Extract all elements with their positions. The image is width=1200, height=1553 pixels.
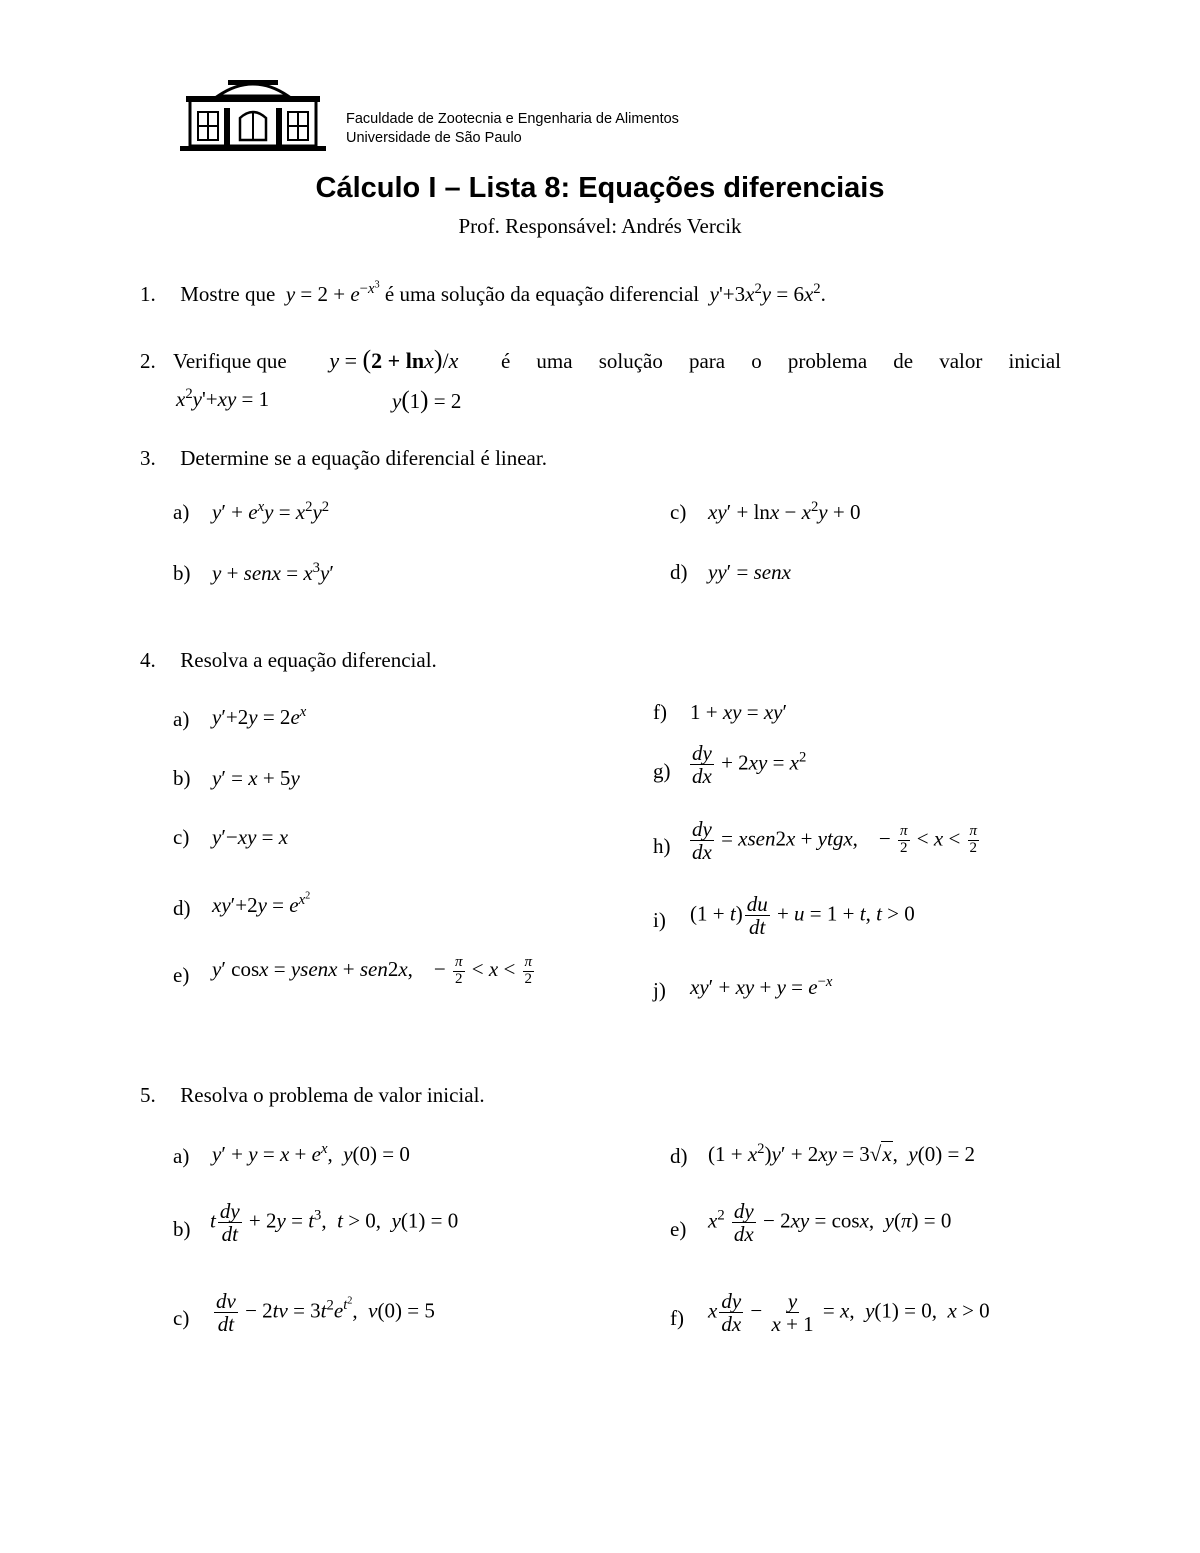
item-label: b) — [173, 561, 191, 585]
question-text: é uma solução da equação diferencial — [384, 282, 700, 306]
math-expression: y + senx = $x^3y'$ — [212, 559, 334, 585]
question-1 — [140, 279, 826, 307]
math-expression: y′−xy = x — [212, 825, 289, 849]
item-label: c) — [173, 825, 190, 849]
question-3 — [140, 446, 547, 471]
professor-line: Prof. Responsável: Andrés Vercik — [458, 214, 742, 238]
math-expression: $(1 + x^2)y' + 2xy = 3√x$, y(0) = 2 — [708, 1140, 976, 1166]
math-expression: $y' + e^xy = x^2y^2$ — [212, 498, 330, 524]
institution-logo — [178, 70, 328, 152]
item-label: a) — [173, 1144, 190, 1168]
question-number: 3. — [140, 446, 156, 470]
page-title: Cálculo I – Lista 8: Equações diferenciais — [315, 172, 885, 204]
punctuation: . — [820, 282, 826, 306]
question-text: Verifique que — [173, 349, 287, 373]
item-label: c) — [670, 500, 687, 524]
item-label: j) — [653, 978, 666, 1002]
math-expression: y′ = x + 5y — [212, 766, 300, 790]
item-label: d) — [670, 1144, 688, 1168]
math-expression: $xy'+2y = e^{x^2}$ — [212, 890, 311, 917]
item-label: f) — [653, 700, 667, 724]
item-label: i) — [653, 908, 666, 932]
question-number: 1. — [140, 282, 156, 306]
math-expression: $y'+3x^2y = 6x^2$ — [709, 280, 821, 306]
item-label: a) — [173, 707, 190, 731]
math-expression: $\frac{dy}{dx}$ = xsen2x + ytgx, − $\frac{\pi}{2}$ < x < $\frac{\pi}{2}$ — [692, 817, 978, 865]
math-expression: $xy' + \ln x - x^2y + 0$ — [708, 498, 861, 524]
math-expression: y = (2 + lnx)/x — [329, 345, 459, 374]
question-text: Mostre que — [180, 282, 276, 306]
question-4 — [140, 648, 437, 673]
item-label: g) — [653, 759, 671, 783]
item-label: a) — [173, 500, 190, 524]
math-expression: (1 + t) $\frac{du}{dt}$ + u = 1 + t, t > 0 — [690, 892, 915, 940]
question-text: Resolva o problema de valor inicial. — [180, 1083, 485, 1107]
item-label: d) — [670, 560, 688, 584]
question-number: 5. — [140, 1083, 156, 1107]
item-label: f) — [670, 1306, 684, 1330]
item-label: d) — [173, 896, 191, 920]
math-expression: $y'+2y = 2e^x$ — [212, 703, 307, 729]
institution-line2: Universidade de São Paulo — [346, 130, 522, 146]
math-expression: $y' + y = x + e^x$, y(0) = 0 — [212, 1140, 410, 1166]
item-label: e) — [670, 1217, 687, 1241]
question-text: Resolva a equação diferencial. — [180, 648, 437, 672]
math-expression: $x^2y'+xy = 1$ — [176, 385, 270, 411]
math-expression: $\frac{dy}{dx}$ + $2xy = x^2$ — [692, 741, 807, 789]
math-expression: yy′ = senx — [708, 560, 791, 584]
question-5 — [140, 1083, 485, 1108]
math-expression: t $\frac{dy}{dt}$ + $2y = t^3$, t > 0, y(1) = 0 — [210, 1199, 459, 1247]
item-label: b) — [173, 766, 191, 790]
item-label: e) — [173, 963, 190, 987]
question-2-text — [173, 345, 1061, 375]
item-label: b) — [173, 1217, 191, 1241]
math-expression: $x^2$ $\frac{dy}{dx}$ − 2xy = cosx, y(π) = 0 — [708, 1199, 952, 1247]
question-number: 4. — [140, 648, 156, 672]
math-expression: 1 + xy = xy′ — [690, 700, 788, 724]
math-expression: x $\frac{dy}{dx}$ − $\frac{y}{x + 1}$ = x, y(1) = 0, x > 0 — [708, 1289, 990, 1337]
institution-line1: Faculdade de Zootecnia e Engenharia de Alimentos — [346, 111, 679, 127]
item-label: h) — [653, 834, 671, 858]
math-expression: xy′ + xy + $y = e^{-x}$ — [690, 973, 833, 999]
math-expression: $\frac{dv}{dt}$ − $2tv = 3t^2e^{t^2}$, v(0) = 5 — [216, 1289, 435, 1337]
math-expression: y(1) = 2 — [392, 387, 462, 414]
item-label: c) — [173, 1306, 190, 1330]
math-expression: $y = 2 + e^{-x^3}$ — [285, 279, 380, 306]
math-expression: y′ cosx = ysenx + sen2x, − $\frac{\pi}{2}$ < x < $\frac{\pi}{2}$ — [212, 954, 533, 987]
building-logo-icon — [178, 70, 328, 152]
question-text: Determine se a equação diferencial é linear. — [180, 446, 547, 470]
question-number: 2. — [140, 349, 156, 373]
question-text: é uma solução para o problema de valor inicial — [500, 349, 1061, 373]
